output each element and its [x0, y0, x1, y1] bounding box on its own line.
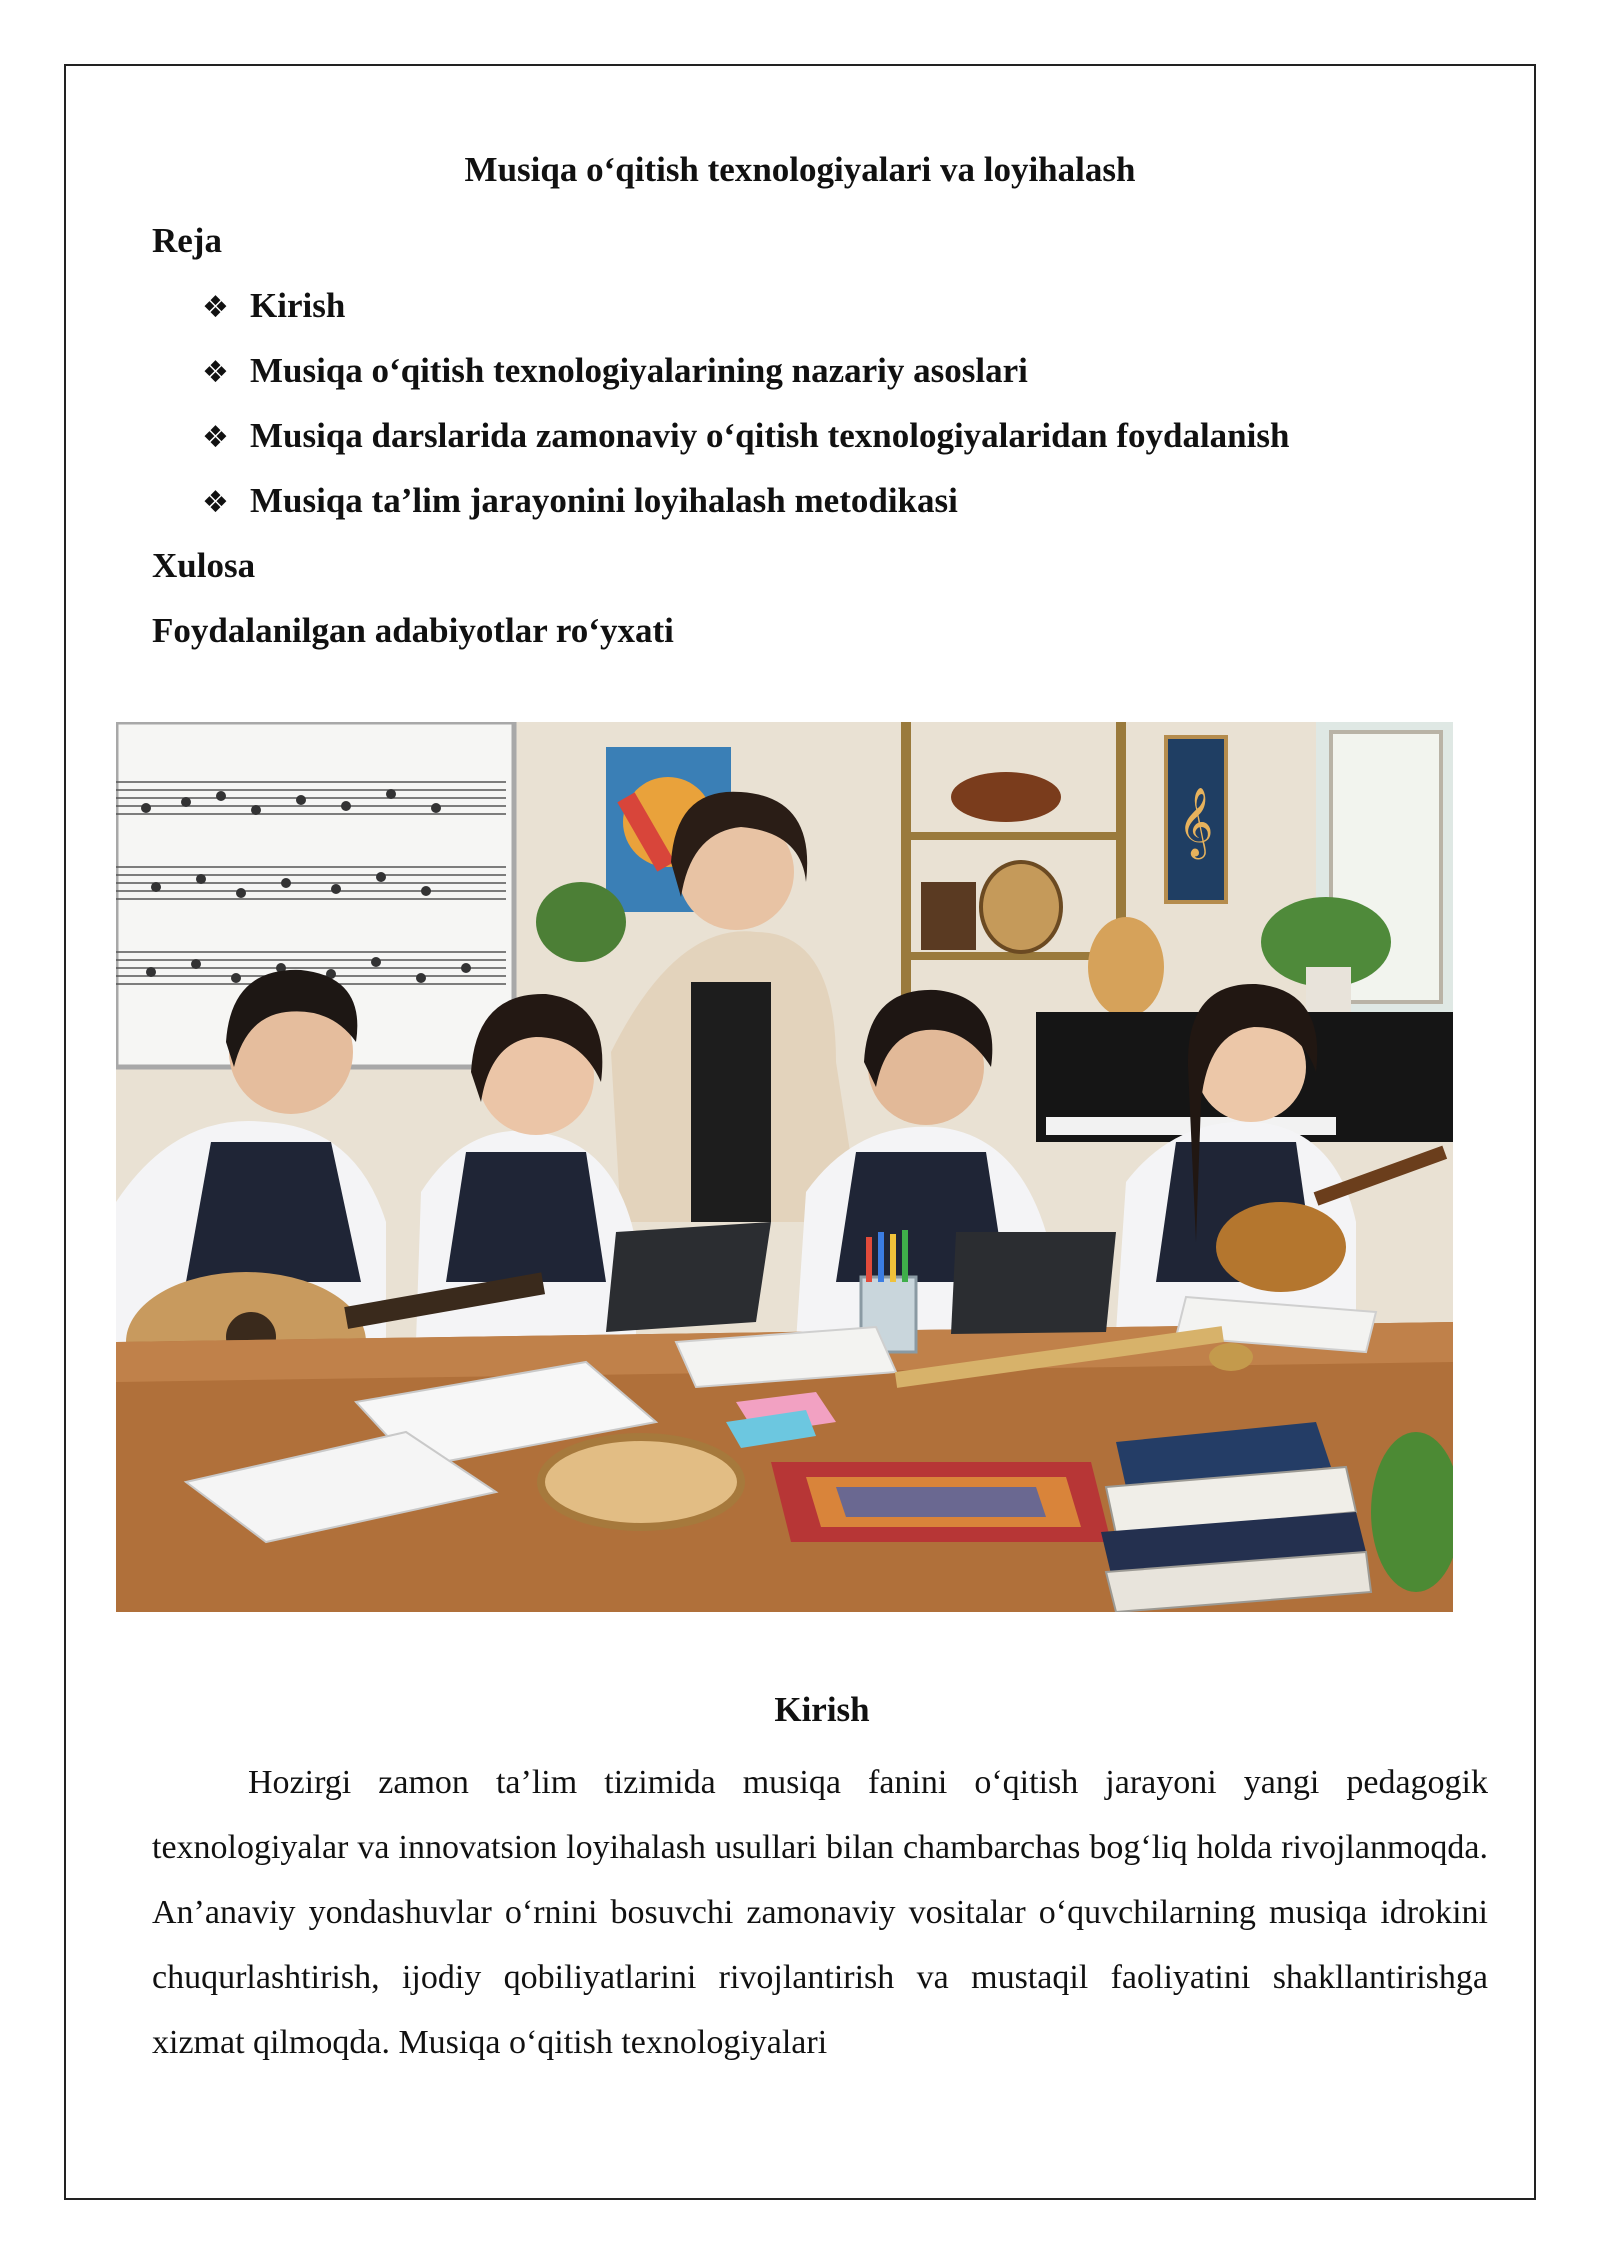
intro-paragraph: Hozirgi zamon ta’lim tizimida musiqa fanini o‘qitish jarayoni yangi pedagogik texnologiyalar va innovatsion loyihalash usullari bilan chambarchas bog‘liq holda rivojlanmoqda. An’anaviy yondashuvlar o‘rnini bosuvchi zamonaviy vositalar o‘quvchilarning musiqa idrokini chuqurlashtirish, ijodiy qobiliyatlarini rivojlantirish va mustaqil faoliyatini shakllantirishga xizmat qilmoqda. Musiqa o‘qitish texnologiyalari: [152, 1764, 1488, 2061]
classroom-illustration: [116, 722, 1453, 1612]
plan-item: [152, 403, 1289, 468]
diamond-bullet-icon: ❖: [202, 355, 229, 390]
document-title: Musiqa o‘qitish texnologiyalari va loyihalash: [464, 150, 1136, 189]
conclusion-label: Xulosa: [152, 546, 256, 585]
plan-label: Reja: [152, 221, 222, 260]
plan-item-text: Musiqa o‘qitish texnologiyalarining nazariy asoslari: [250, 351, 1028, 390]
diamond-bullet-icon: ❖: [202, 290, 229, 325]
references-label: Foydalanilgan adabiyotlar ro‘yxati: [152, 611, 674, 650]
plan-section: [152, 208, 1289, 663]
diamond-bullet-icon: ❖: [202, 420, 229, 455]
plan-item: [152, 468, 1289, 533]
plan-item-text: Musiqa darslarida zamonaviy o‘qitish texnologiyalaridan foydalanish: [250, 416, 1290, 455]
plan-item: [152, 273, 1289, 338]
plan-item-text: Kirish: [250, 286, 346, 325]
diamond-bullet-icon: ❖: [202, 485, 229, 520]
section-heading: Kirish: [774, 1690, 870, 1729]
plan-item: [152, 338, 1289, 403]
plan-item-text: Musiqa ta’lim jarayonini loyihalash metodikasi: [250, 481, 958, 520]
classroom-photo: [116, 722, 1453, 1612]
svg-text:𝄞: 𝄞: [1178, 787, 1214, 857]
